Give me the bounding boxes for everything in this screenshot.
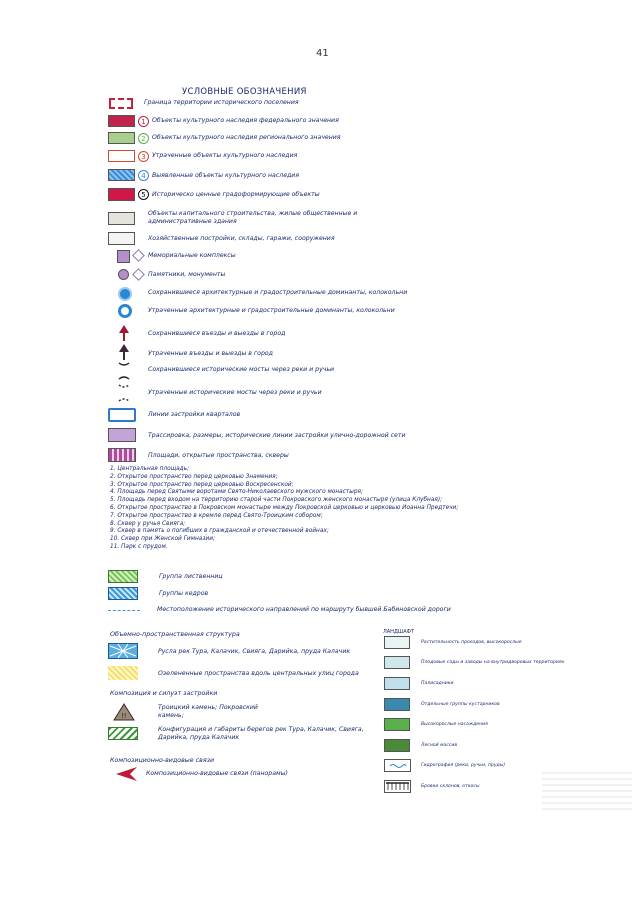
list-item: 7. Открытое пространство в кремле перед Свято-Троицким собором;: [110, 512, 323, 519]
legend-title: УСЛОВНЫЕ ОБОЗНАЧЕНИЯ: [182, 87, 307, 97]
landscape-text-slopes: Бровки склонов, откосы: [421, 784, 480, 789]
legend-text-street-tracing: Трассировка, размеры, исторические линии застройки улично-дорожной сети: [148, 432, 406, 439]
list-item: 8. Сквер у ручья Свияга;: [110, 520, 186, 527]
landscape-text-tall-trees: Высокорослые насаждения: [421, 722, 488, 727]
list-item: 10. Сквер при Женской Гимназии;: [110, 536, 215, 543]
svg-text:!!: !!: [121, 712, 127, 720]
list-item: 6. Открытое пространство в Покровском монастыре между Покровской церковью и церковью Иоанна Предтечи;: [110, 504, 459, 511]
stone-triangle-icon: [113, 703, 135, 721]
landscape-title: ЛАНДШАФТ: [383, 629, 414, 635]
legend-text-squares: Площади, открытые пространства, скверы: [148, 452, 289, 459]
list-item: 5. Площадь перед входом на территорию старой части Покровского женского монастыря (улица Клубная);: [110, 497, 443, 504]
historic-route-line: [108, 610, 140, 611]
legend-text-entry-lost: Утраченные въезды и выезды в город: [148, 350, 273, 357]
dominant-preserved-symbol: [118, 287, 132, 301]
landscape-text-gardens: Плодовые сады и заводы на внутридворовых территориях: [421, 660, 565, 665]
monument-circle-symbol: [118, 269, 129, 280]
landscape-swatch-front-gardens: [384, 677, 410, 690]
identified-heritage-symbol: [108, 169, 135, 181]
legend-text-green-streets: Озелененные пространства вдоль центральных улиц города: [158, 670, 359, 677]
landscape-text-front-gardens: Палисадники: [421, 681, 454, 686]
landscape-text-shrubs: Отдельные группы кустарников: [421, 702, 500, 707]
list-item: 2. Открытое пространство перед церковью Знамения;: [110, 473, 278, 480]
view-connection-arrow-icon: [116, 766, 138, 782]
monument-diamond-icon: [132, 268, 145, 281]
landscape-text-hydrography: Гидрография (реки, ручьи, пруды): [421, 763, 506, 768]
legend-text-river-channel: Русла рек Тура, Калачик, Свияга, Дарийка, пруда Калачик: [158, 648, 351, 655]
legend-text-dominant-lost: Утраченные архитектурные и градостроительные доминанты, колокольни: [148, 307, 395, 314]
legend-text-banks: Конфигурация и габариты берегов рек Тура, Калачик, Свияга, Дарийка, пруда Калачик: [158, 726, 364, 741]
landscape-swatch-forest: [384, 739, 410, 752]
green-streets-symbol: [108, 666, 138, 680]
section-volumetric-title: Объемно-пространственная структура: [110, 631, 240, 638]
dominant-lost-symbol: [118, 304, 132, 318]
landscape-swatch-slopes: [384, 780, 411, 793]
legend-text-identified: Выявленные объекты культурного наследия: [152, 172, 300, 179]
outbuildings-symbol: [108, 232, 135, 245]
faded-stamp: [542, 770, 632, 810]
landscape-swatch-roadside: [384, 636, 410, 649]
section-composition-title: Композиция и силуэт застройки: [110, 690, 218, 697]
entry-lost-arrow-icon: [118, 344, 130, 360]
landscape-swatch-gardens: [384, 656, 410, 669]
legend-text-entry-preserved: Сохранившиеся въезды и выезды в город: [148, 330, 286, 337]
legend-text-block-lines: Линии застройки кварталов: [148, 411, 241, 418]
list-item: 3. Открытое пространство перед церковью Воскресенской;: [110, 481, 294, 488]
legend-text-monuments: Памятники, монументы: [148, 271, 226, 278]
legend-text-memorial: Мемориальные комплексы: [148, 252, 236, 259]
memorial-diamond-icon: [132, 249, 145, 262]
legend-text-boundary: Граница территории исторического поселения: [144, 99, 299, 106]
legend-text-regional: Объекты культурного наследия регионального значения: [152, 134, 341, 141]
cedar-group-symbol: [108, 587, 138, 600]
list-item: 4. Площадь перед Святыми воротами Свято-Николаевского мужского монастыря;: [110, 489, 363, 496]
number-circle-3: 3: [138, 151, 149, 162]
legend-text-historic-route: Местоположение исторического направлений по маршруту бывшей Бабиновской дороги: [157, 606, 451, 613]
river-channel-symbol: [108, 643, 138, 659]
lost-heritage-symbol: [108, 150, 135, 162]
legend-text-capital: Объекты капитального строительства, жилые общественные и административные здания: [148, 210, 358, 225]
landscape-swatch-tall-trees: [384, 718, 410, 731]
block-lines-symbol: [108, 408, 136, 422]
memorial-square-symbol: [117, 250, 130, 263]
legend-text-valuable: Историческо ценные градоформирующие объекты: [152, 191, 320, 198]
number-circle-4: 4: [138, 170, 149, 181]
legend-text-bridge-lost: Утраченные исторические мосты через реки и ручьи: [148, 389, 322, 396]
numbered-list: [110, 466, 458, 552]
valuable-objects-symbol: [108, 188, 135, 201]
regional-heritage-symbol: [108, 132, 135, 144]
number-circle-1: 1: [138, 116, 149, 127]
number-circle-2: 2: [138, 133, 149, 144]
page-number: 41: [316, 48, 329, 59]
list-item: 11. Парк с прудом.: [110, 543, 168, 550]
number-circle-5: 5: [138, 189, 149, 200]
landscape-swatch-hydrography: [384, 759, 411, 772]
bridge-lost-icon: [116, 384, 132, 402]
legend-text-cedar: Группы кедров: [159, 590, 209, 597]
list-item: 1. Центральная площадь;: [110, 466, 190, 472]
landscape-text-forest: Лесной массив: [421, 743, 458, 748]
squares-open-spaces-symbol: [108, 448, 136, 462]
list-item: 9. Сквер в память о погибших в гражданской и отечественной войнах;: [110, 528, 329, 535]
bridge-preserved-icon: [116, 362, 132, 380]
larch-group-symbol: [108, 570, 138, 583]
legend-text-lost: Утраченные объекты культурного наследия: [152, 152, 298, 159]
banks-configuration-symbol: [108, 727, 138, 740]
street-tracing-symbol: [108, 428, 136, 442]
boundary-symbol: [109, 98, 133, 109]
landscape-swatch-shrubs: [384, 698, 410, 711]
legend-text-federal: Объекты культурного наследия федерального значения: [152, 117, 339, 124]
entry-preserved-arrow-icon: [118, 325, 130, 341]
legend-text-outbuildings: Хозяйственные постройки, склады, гаражи, сооружения: [148, 235, 335, 242]
section-visual-title: Композиционно-видовые связи: [110, 757, 215, 764]
legend-text-stones: Троицкий камень; Покровский камень;: [158, 704, 258, 719]
legend-text-larch: Группа лиственниц: [159, 573, 223, 580]
landscape-text-roadside: Растительность проездов, высокорослые: [421, 640, 522, 645]
federal-heritage-symbol: [108, 115, 135, 127]
legend-text-view-connections: Композиционно-видовые связи (панорамы): [146, 770, 288, 777]
capital-buildings-symbol: [108, 212, 135, 225]
legend-text-dominant-preserved: Сохранившиеся архитектурные и градостроительные доминанты, колокольни: [148, 289, 408, 296]
legend-text-bridge-preserved: Сохранившиеся исторические мосты через реки и ручьи: [148, 366, 335, 373]
